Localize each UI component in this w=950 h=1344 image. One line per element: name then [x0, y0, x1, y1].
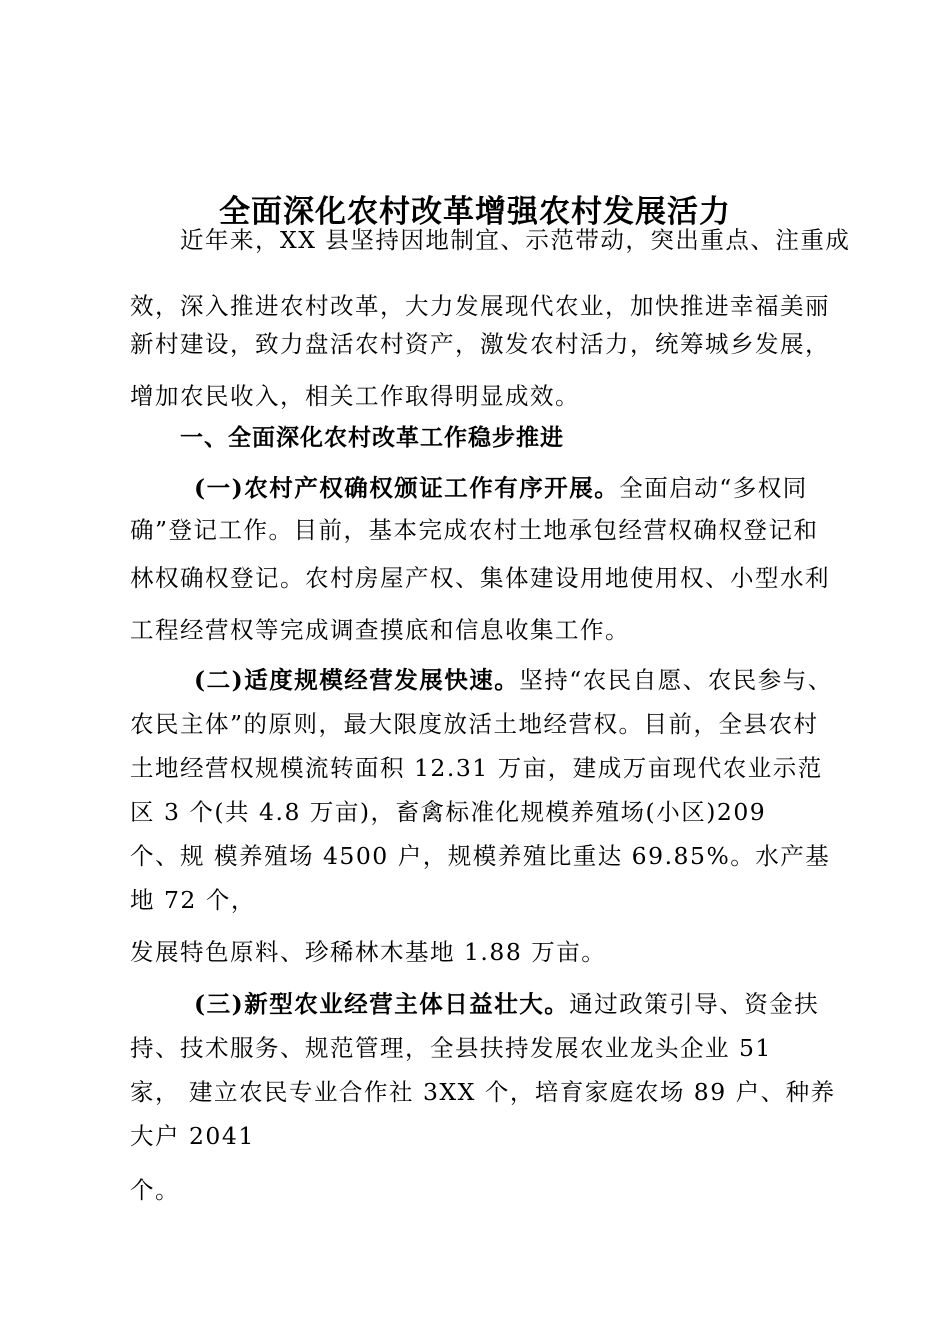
- intro-line: 近年来，XX 县坚持因地制宜、示范带动，突出重点、注重成: [180, 226, 851, 254]
- paragraph-line: 家， 建立农民专业合作社 3XX 个，培育家庭农场 89 户、种养: [130, 1078, 836, 1106]
- paragraph-line: 土地经营权规模流转面积 12.31 万亩，建成万亩现代农业示范: [130, 754, 823, 782]
- paragraph-first-line: [194, 663, 833, 697]
- paragraph-line: 农民主体”的原则，最大限度放活土地经营权。目前，全县农村: [130, 710, 819, 738]
- paragraph-line: 林权确权登记。农村房屋产权、集体建设用地使用权、小型水利: [130, 564, 830, 592]
- paragraph-line: 地 72 个，: [130, 886, 256, 914]
- paragraph-line: 大户 2041: [130, 1122, 255, 1150]
- paragraph-line: 持、技术服务、规范管理，全县扶持发展农业龙头企业 51: [130, 1034, 772, 1062]
- paragraph-lead: (一)农村产权确权颁证工作有序开展。: [194, 474, 620, 502]
- paragraph-text: 坚持“农民自愿、农民参与、: [519, 666, 833, 694]
- paragraph-line: 个。: [130, 1176, 180, 1204]
- paragraph-text: 全面启动“多权同: [619, 474, 808, 502]
- section-heading: 一、全面深化农村改革工作稳步推进: [180, 425, 564, 451]
- paragraph-first-line: [194, 987, 819, 1021]
- paragraph-text: 通过政策引导、资金扶: [569, 990, 820, 1018]
- paragraph-line: 确”登记工作。目前，基本完成农村土地承包经营权确权登记和: [130, 516, 819, 544]
- paragraph-lead: (二)适度规模经营发展快速。: [194, 666, 520, 694]
- intro-line: 增加农民收入，相关工作取得明显成效。: [130, 382, 580, 410]
- paragraph-first-line: [194, 471, 808, 505]
- paragraph-lead: (三)新型农业经营主体日益壮大。: [194, 990, 570, 1018]
- intro-line: 效，深入推进农村改革，大力发展现代农业，加快推进幸福美丽: [130, 292, 830, 320]
- intro-line: 新村建设，致力盘活农村资产，激发农村活力，统筹城乡发展，: [130, 330, 830, 358]
- document-title: 全面深化农村改革增强农村发展活力: [219, 194, 731, 230]
- paragraph-line: 区 3 个(共 4.8 万亩)，畜禽标准化规模养殖场(小区)209: [130, 798, 767, 826]
- paragraph-line: 工程经营权等完成调查摸底和信息收集工作。: [130, 616, 630, 644]
- paragraph-line: 个、规 模养殖场 4500 户，规模养殖比重达 69.85%。水产基: [130, 842, 831, 870]
- paragraph-line: 发展特色原料、珍稀林木基地 1.88 万亩。: [130, 938, 607, 966]
